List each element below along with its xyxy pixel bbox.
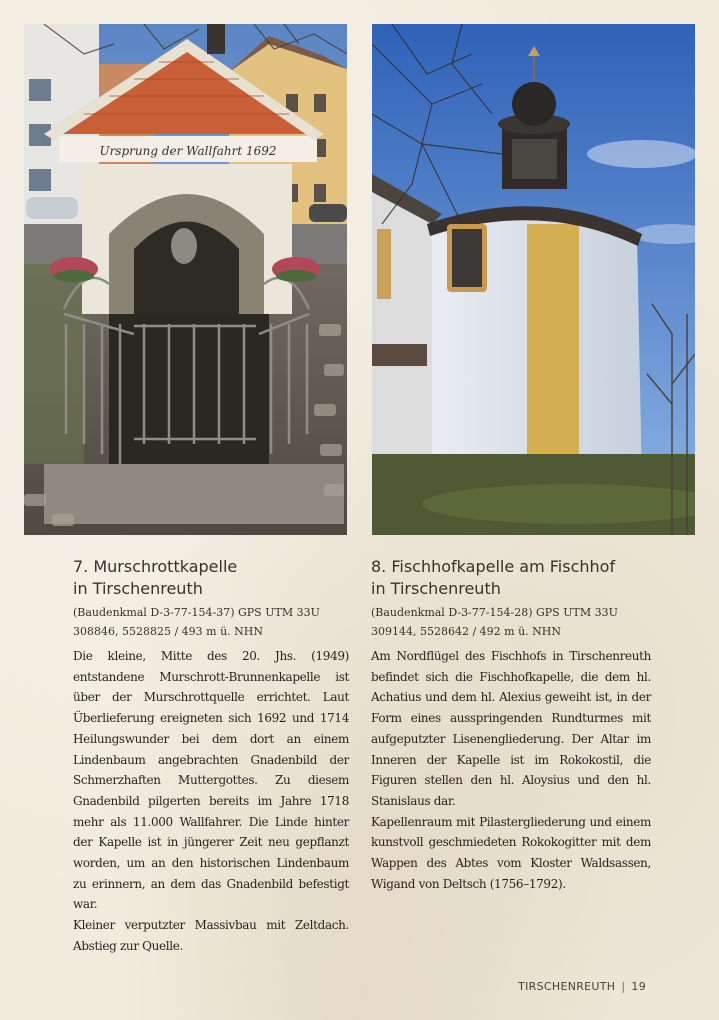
section-heading bbox=[371, 556, 651, 600]
monument-meta bbox=[371, 603, 651, 641]
page-number: 19 bbox=[631, 980, 646, 993]
meta-line1: (Baudenkmal D-3-77-154-28) GPS UTM 33U bbox=[371, 606, 618, 619]
photo-fischhofkapelle bbox=[372, 24, 695, 535]
section-body: Am Nordflügel des Fischhofs in Tirschenreuth befindet sich die Fischhofkapelle, die dem hl. Achatius und dem hl. Alexius geweiht ist, in der Form eines ausspringenden Rundturmes mit aufgeputzter Lisenengliederung. Der Altar im Inneren der Kapelle ist im Rokokostil, die Figuren stellen den hl. Aloysius und den hl. Stanislaus dar. Kapellenraum mit Pilastergliederung und einem kunstvoll geschmiedeten Rokokogitter mit dem Wappen des Abtes vom Kloster Waldsassen, Wigand von Deltsch (1756–1792). bbox=[371, 649, 651, 891]
heading-line1: 8. Fischhofkapelle am Fischhof bbox=[371, 557, 616, 576]
section-body: Die kleine, Mitte des 20. Jhs. (1949) entstandene Murschrott-Brunnenkapelle ist über der Murschrottquelle errichtet. Laut Überlieferung ereigneten sich 1692 und 1714 Heilungswunder bei dem dort an einem Lindenbaum angebrachten Gnadenbild der Schmerzhaften Muttergottes. Zu diesem Gnadenbild pilgerten bereits im Jahre 1718 mehr als 11.000 Wallfahrer. Die Linde hinter der Kapelle ist in jüngerer Zeit neu gepflanzt worden, um an den historischen Lindenbaum zu erinnern, an dem das Gnadenbild befestigt war. Kleiner verputzter Massivbau mit Zeltdach. Abstieg zur Quelle. bbox=[73, 649, 349, 953]
section-heading bbox=[73, 556, 349, 600]
photo-murschrottkapelle bbox=[24, 24, 347, 535]
section-fischhofkapelle bbox=[371, 556, 651, 894]
meta-line1: (Baudenkmal D-3-77-154-37) GPS UTM 33U bbox=[73, 606, 320, 619]
heading-line2: in Tirschenreuth bbox=[73, 579, 203, 598]
page-footer bbox=[518, 980, 646, 993]
heading-line2: in Tirschenreuth bbox=[371, 579, 501, 598]
meta-line2: 308846, 5528825 / 493 m ü. NHN bbox=[73, 625, 264, 638]
footer-label: TIRSCHENREUTH bbox=[518, 980, 616, 993]
heading-line1: 7. Murschrottkapelle bbox=[73, 557, 238, 576]
chapel-sign-text: Ursprung der Wallfahrt 1692 bbox=[99, 144, 277, 158]
section-murschrottkapelle bbox=[73, 556, 349, 957]
footer-separator: | bbox=[621, 980, 626, 993]
meta-line2: 309144, 5528642 / 492 m ü. NHN bbox=[371, 625, 562, 638]
monument-meta bbox=[73, 603, 349, 641]
